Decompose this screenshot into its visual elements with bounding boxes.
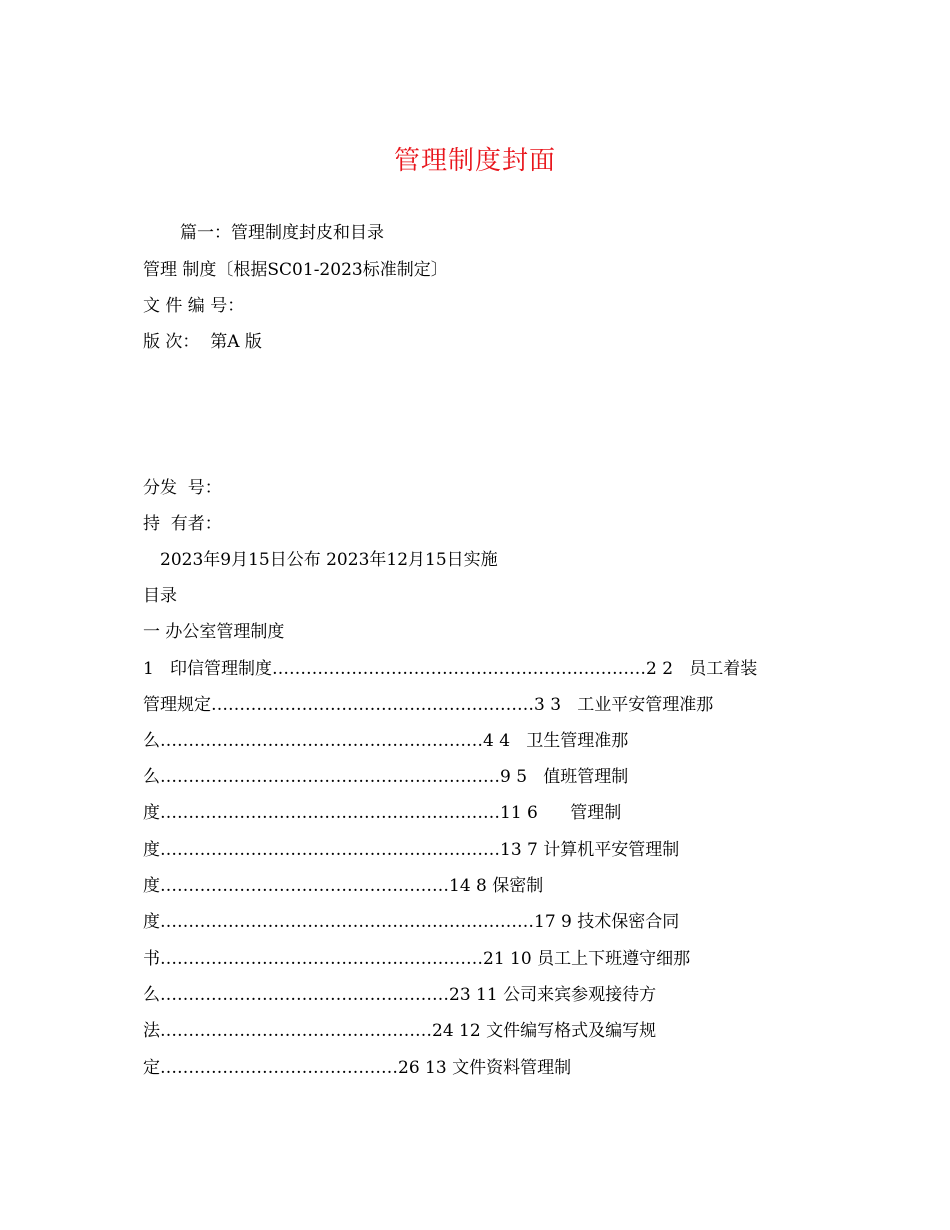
dates-line: 2023年9月15日公布 2023年12月15日实施 — [160, 550, 498, 570]
file-number-line: 文 件 编 号： — [143, 296, 245, 316]
toc-entry: 书…………………………………………………21 10 员工上下班遵守细那 — [143, 949, 691, 969]
holder-line: 持 有者： — [143, 514, 222, 534]
toc-entry: 度……………………………………………………13 7 计算机平安管理制 — [143, 840, 680, 860]
toc-heading: 目录 — [143, 586, 177, 606]
toc-section-office: 一 办公室管理制度 — [143, 622, 285, 642]
toc-entry: 定……………………………………26 13 文件资料管理制 — [143, 1058, 572, 1078]
toc-entry: 度…………………………………………………………17 9 技术保密合同 — [143, 912, 680, 932]
toc-entry: 度……………………………………………………11 6 管理制 — [143, 803, 622, 823]
toc-entry: 管理规定…………………………………………………3 3 工业平安管理准那 — [143, 695, 714, 715]
toc-entry: 1 印信管理制度…………………………………………………………2 2 员工着装 — [143, 659, 758, 679]
toc-entry: 度……………………………………………14 8 保密制 — [143, 876, 544, 896]
section-heading: 篇一：管理制度封皮和目录 — [180, 223, 384, 243]
system-standard-line: 管理 制度〔根据SC01-2023标准制定〕 — [143, 260, 448, 280]
document-title: 管理制度封面 — [393, 146, 556, 176]
toc-entry: 法…………………………………………24 12 文件编写格式及编写规 — [143, 1021, 657, 1041]
toc-entry: 么……………………………………………………9 5 值班管理制 — [143, 767, 629, 787]
version-line: 版 次： 第A 版 — [143, 332, 262, 352]
distribution-number-line: 分发 号： — [143, 478, 222, 498]
toc-entry: 么…………………………………………………4 4 卫生管理准那 — [143, 731, 629, 751]
toc-entry: 么……………………………………………23 11 公司来宾参观接待方 — [143, 985, 657, 1005]
